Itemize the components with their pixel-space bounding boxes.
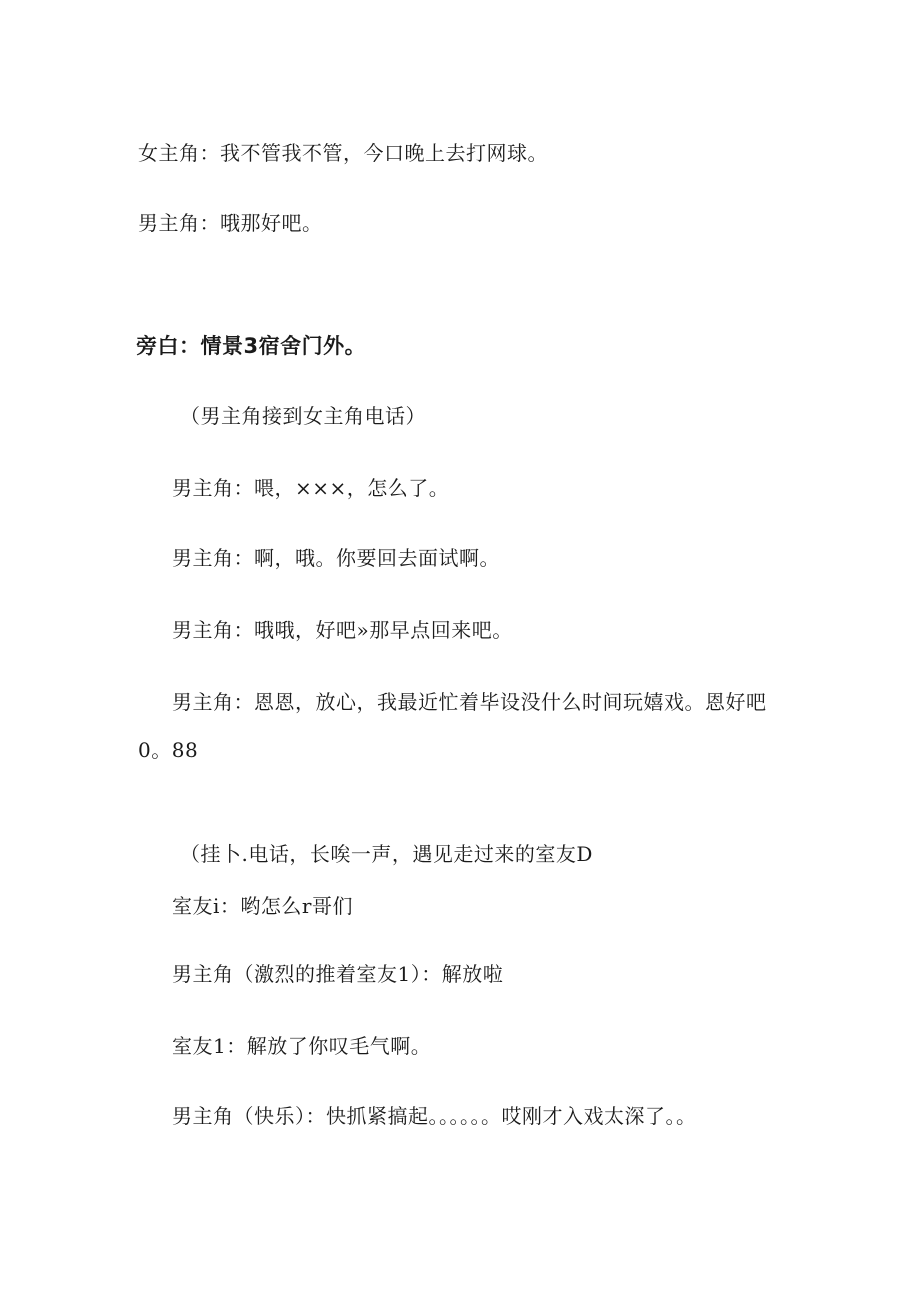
dialogue-line: 男主角：哦哦，好吧»那早点回来吧。 bbox=[172, 618, 513, 642]
dialogue-line-continuation: 0。88 bbox=[138, 738, 199, 762]
dialogue-line: 女主角：我不管我不管，今口晚上去打网球。 bbox=[138, 141, 548, 165]
dialogue-line: 室友i：哟怎么r哥们 bbox=[172, 894, 353, 918]
dialogue-line: 男主角（快乐）：快抓紧搞起。。。。。。哎刚才入戏太深了。。 bbox=[172, 1104, 697, 1128]
dialogue-line: 男主角：喂，×××，怎么了。 bbox=[172, 476, 450, 500]
dialogue-line: 室友1：解放了你叹毛气啊。 bbox=[172, 1034, 432, 1058]
stage-direction: （男主角接到女主角电话） bbox=[180, 404, 426, 428]
dialogue-line: 男主角：恩恩，放心，我最近忙着毕设没什么时间玩嬉戏。恩好吧 bbox=[172, 690, 767, 714]
dialogue-line: 男主角：啊，哦。你要回去面试啊。 bbox=[172, 546, 500, 570]
dialogue-line: 男主角（激烈的推着室友1）：解放啦 bbox=[172, 962, 504, 986]
dialogue-line: 男主角：哦那好吧。 bbox=[138, 211, 323, 235]
stage-direction: （挂卜.电话，长唉一声，遇见走过来的室友D bbox=[180, 842, 593, 866]
narration-heading: 旁白：情景3宿舍门外。 bbox=[136, 334, 367, 358]
